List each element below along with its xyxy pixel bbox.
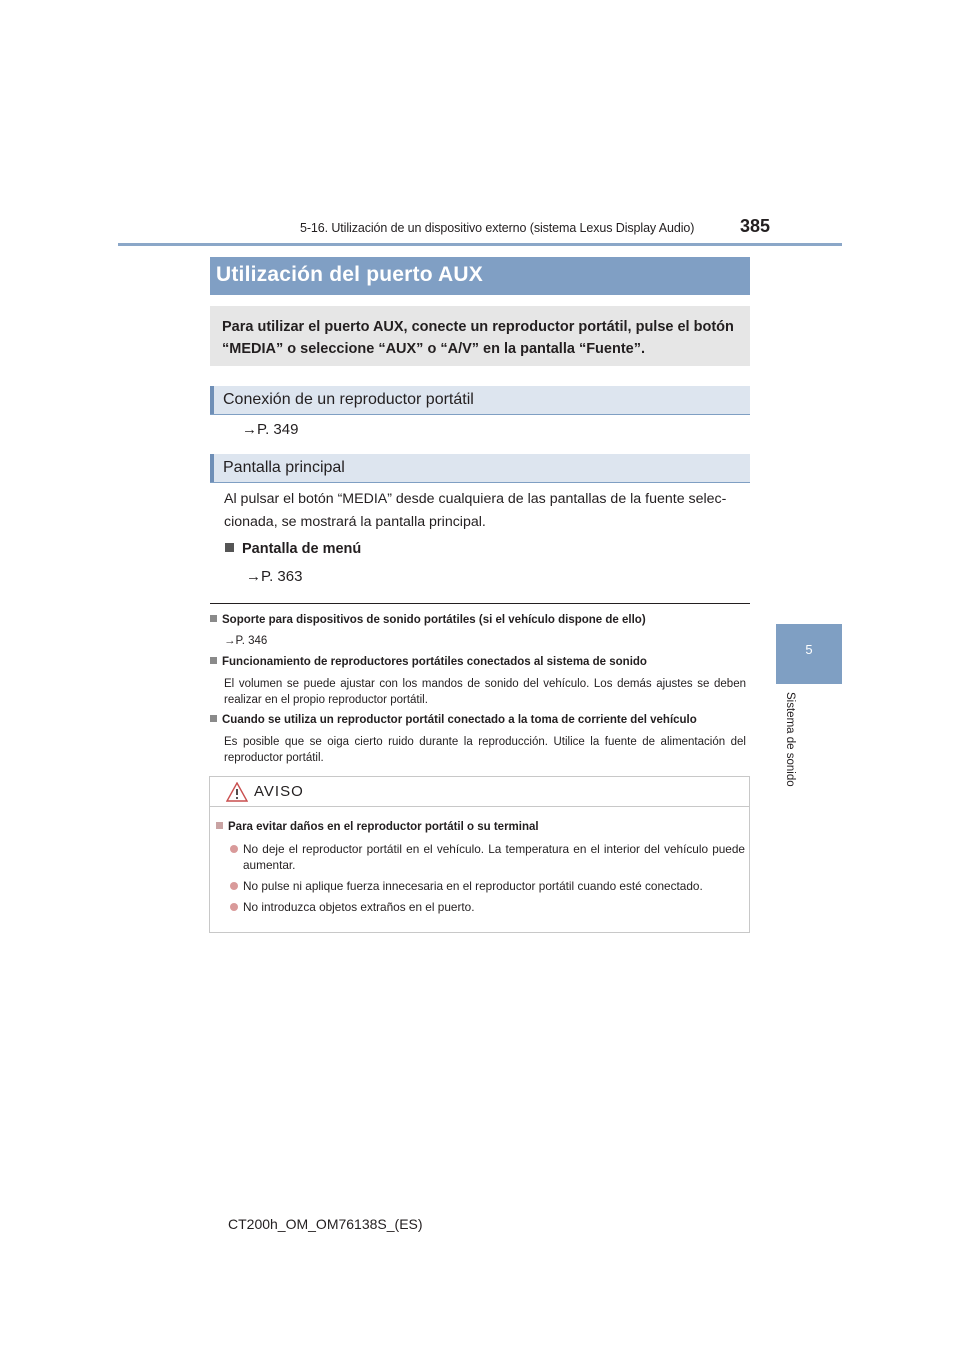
square-bullet-icon [216, 822, 223, 829]
warning-heading-text: Para evitar daños en el reproductor portátil o su terminal [228, 821, 539, 833]
note-heading-text: Soporte para dispositivos de sonido portátiles (si el vehículo dispone de ello) [222, 614, 646, 626]
warning-item [230, 899, 745, 915]
note-heading-text: Funcionamiento de reproductores portátiles conectados al sistema de sonido [222, 656, 647, 668]
square-bullet-icon [210, 615, 217, 622]
warning-item-text: No pulse ni aplique fuerza innecesaria en el reproductor portátil cuando esté conectado. [243, 879, 703, 893]
menu-screen-page-ref[interactable]: →P. 363 [246, 568, 303, 585]
note-heading [210, 656, 647, 668]
warning-item [230, 878, 745, 894]
square-bullet-icon [225, 543, 234, 552]
warning-item-text: No deje el reproductor portátil en el vehículo. La temperatura en el interior del vehículo puede aumentar. [243, 842, 745, 872]
header-divider [118, 243, 842, 246]
page-number: 385 [740, 216, 771, 236]
warning-box [209, 776, 750, 933]
warning-triangle-icon [226, 782, 248, 802]
intro-box: Para utilizar el puerto AUX, conecte un reproductor portátil, pulse el botón “MEDIA” o seleccione “AUX” o “A/V” en la pantalla “Fuente”. [210, 306, 750, 366]
warning-label: AVISO [254, 783, 304, 800]
bullet-dot-icon [230, 845, 238, 853]
chapter-tab: 5 [776, 624, 842, 684]
warning-item-text: No introduzca objetos extraños en el puerto. [243, 900, 475, 914]
bullet-dot-icon [230, 882, 238, 890]
connection-heading: Conexión de un reproductor portátil [210, 386, 750, 414]
square-bullet-icon [210, 657, 217, 664]
square-bullet-icon [210, 715, 217, 722]
main-screen-heading: Pantalla principal [210, 454, 750, 482]
section-header: 5-16. Utilización de un dispositivo externo (sistema Lexus Display Audio) [300, 221, 695, 235]
warning-item [230, 841, 745, 873]
note-text[interactable]: →P. 346 [224, 635, 268, 647]
notes-divider [210, 603, 750, 604]
document-code: CT200h_OM_OM76138S_(ES) [228, 1216, 423, 1232]
bullet-dot-icon [230, 903, 238, 911]
chapter-tab-label-wrap [784, 692, 804, 802]
note-text: Es posible que se oiga cierto ruido durante la reproducción. Utilice la fuente de alimentación del reproductor portátil. [224, 736, 746, 764]
note-heading [210, 714, 697, 726]
menu-screen-heading-text: Pantalla de menú [242, 541, 362, 557]
warning-heading [216, 821, 539, 833]
warning-header [210, 777, 749, 807]
menu-screen-heading [225, 541, 361, 557]
note-heading-text: Cuando se utiliza un reproductor portátil conectado a la toma de corriente del vehículo [222, 714, 697, 726]
note-heading [210, 614, 646, 626]
main-screen-text: Al pulsar el botón “MEDIA” desde cualquiera de las pantallas de la fuente selec-cionada, se mostrará la pantalla principal. [224, 491, 727, 530]
connection-page-ref[interactable]: →P. 349 [242, 421, 299, 438]
note-text: El volumen se puede ajustar con los mandos de sonido del vehículo. Los demás ajustes se deben realizar en el propio reproductor portátil. [224, 678, 746, 706]
page-title: Utilización del puerto AUX [210, 257, 750, 295]
chapter-tab-label: Sistema de sonido [784, 692, 796, 787]
